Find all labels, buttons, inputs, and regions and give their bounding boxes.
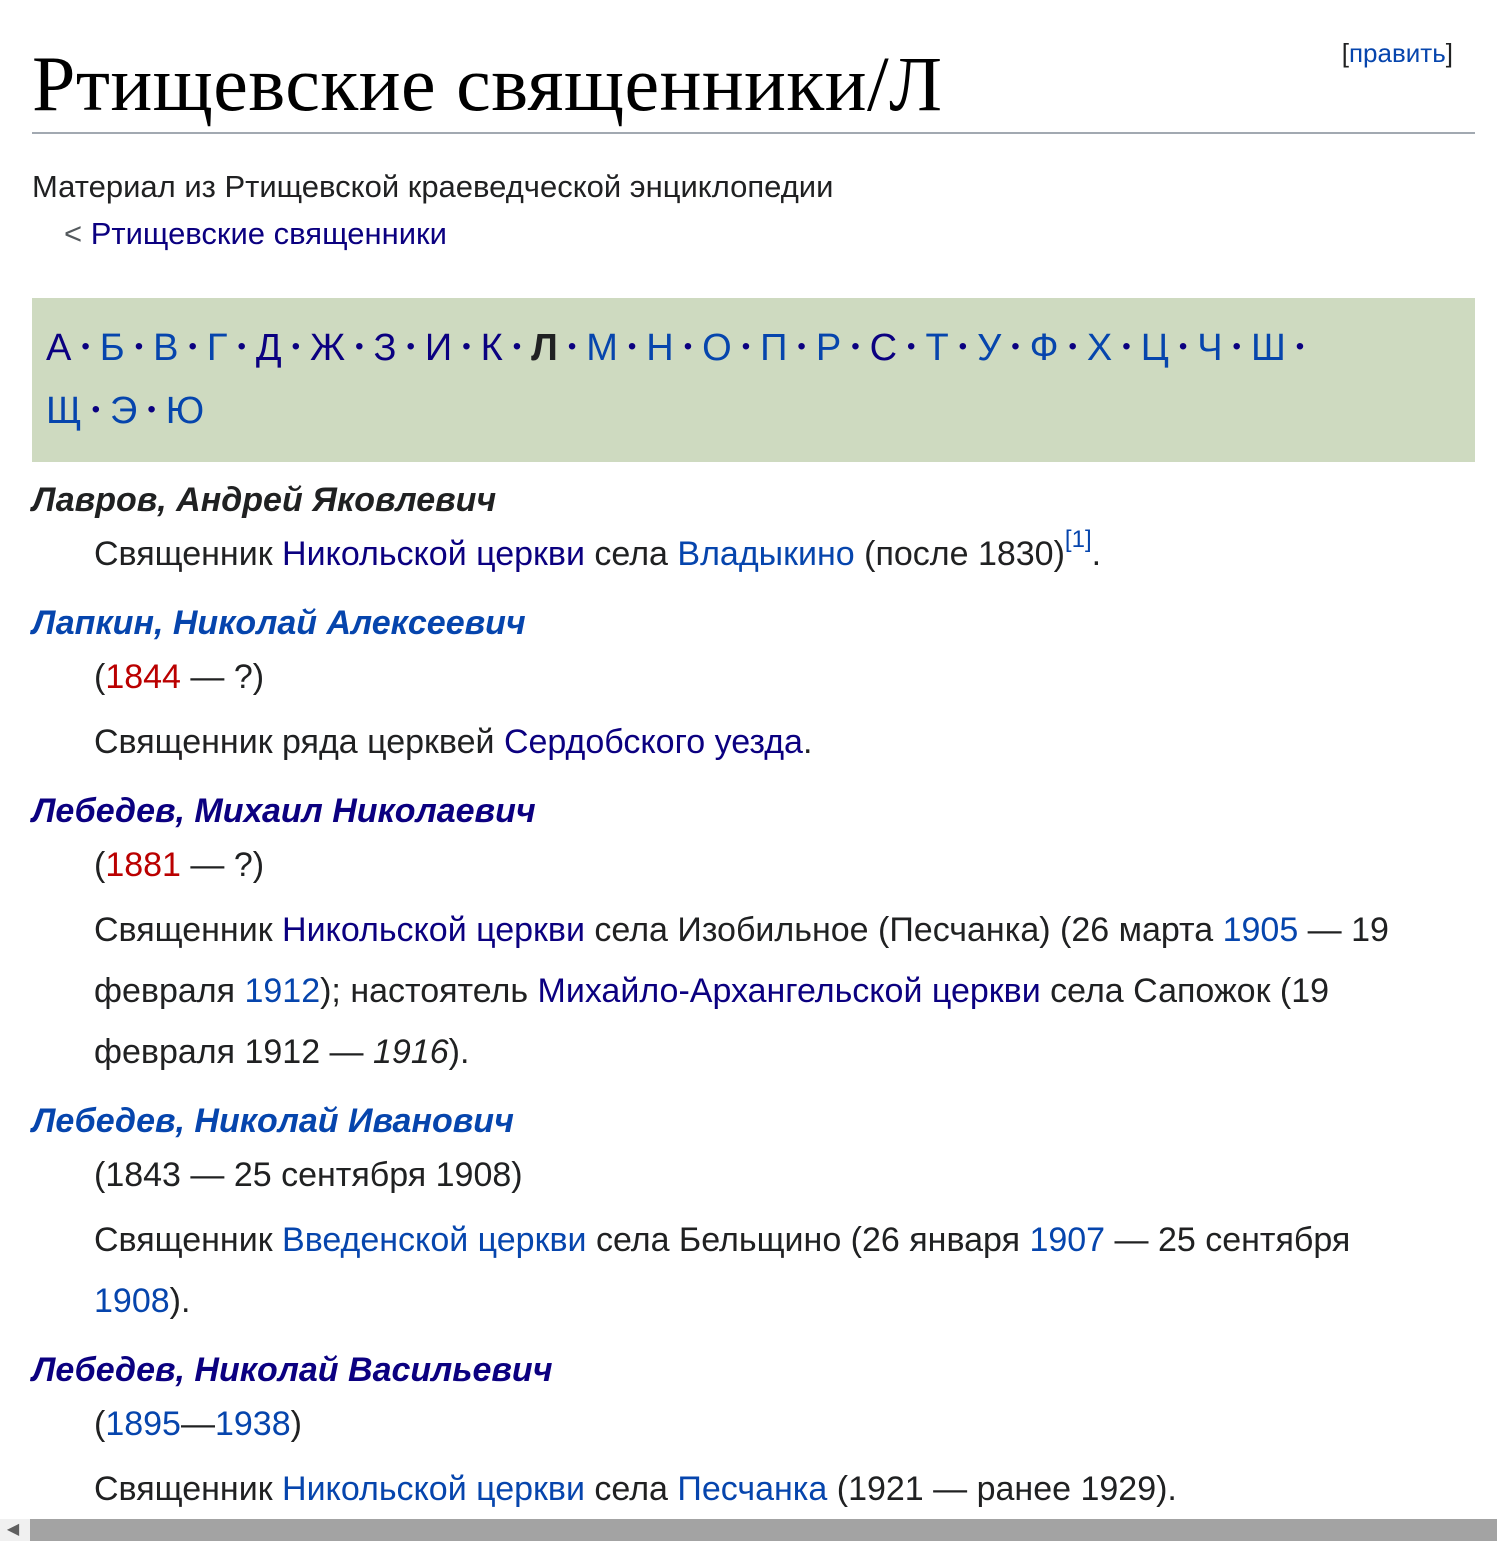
alpha-letter-yu[interactable]: Ю (165, 390, 205, 432)
page-title: Ртищевские священники/Л (32, 0, 1475, 134)
year-link[interactable]: 1881 (105, 846, 181, 884)
year-link[interactable]: 1912 (244, 972, 321, 1010)
year-link[interactable]: 1895 (105, 1405, 181, 1443)
separator: • (627, 333, 637, 360)
separator: • (188, 333, 197, 360)
person-link[interactable]: Лебедев, Михаил Николаевич (32, 792, 536, 830)
alpha-letter-o[interactable]: О (702, 327, 732, 369)
alpha-letter-p[interactable]: П (760, 327, 788, 369)
alpha-letter-g[interactable]: Г (206, 327, 228, 369)
separator: • (1295, 333, 1305, 360)
horizontal-scrollbar[interactable] (0, 1519, 1497, 1541)
article (32, 0, 1475, 1520)
alpha-letter-ts[interactable]: Ц (1140, 327, 1169, 369)
alpha-letter-u[interactable]: У (977, 327, 1002, 369)
entry-description: Священник ряда церквей Сердобского уезда. (94, 723, 813, 761)
village-link[interactable]: Песчанка (677, 1470, 828, 1508)
separator: • (1068, 333, 1077, 360)
entry-name-link (32, 1350, 1475, 1390)
year-link[interactable]: 1905 (1222, 911, 1299, 949)
breadcrumb: < Ртищевские священники (64, 216, 447, 251)
entry-description: Священник Введенской церкви села Бельщино (26 января 1907 — 25 сентября 1908). (94, 1221, 1351, 1320)
separator: • (907, 333, 916, 360)
church-link[interactable]: Никольской церкви (282, 535, 585, 573)
separator: • (81, 333, 90, 360)
separator: • (406, 333, 415, 360)
separator: • (147, 396, 156, 423)
separator: • (91, 396, 101, 423)
alphabet-nav (32, 298, 1475, 462)
entry-name: Лавров, Андрей Яковлевич (32, 481, 497, 519)
site-subtitle: Материал из Ртищевской краеведческой энциклопедии (32, 169, 834, 204)
entry-name-link (32, 603, 1475, 643)
separator: • (797, 333, 806, 360)
person-link[interactable]: Лапкин, Николай Алексеевич (32, 604, 526, 642)
church-link[interactable]: Введенской церкви (282, 1221, 587, 1259)
separator: • (134, 333, 144, 360)
separator: • (355, 333, 364, 360)
year-link[interactable]: 1908 (94, 1282, 170, 1320)
alpha-letter-k[interactable]: К (480, 327, 503, 369)
entry-years: (1844 — ?) (94, 658, 265, 696)
edit-link[interactable]: править (1348, 38, 1446, 68)
entry-description: Священник Никольской церкви села Песчанка (1921 — ранее 1929). (94, 1470, 1177, 1508)
entry-description: Священник Никольской церкви села Владыкино (после 1830)[1]. (94, 526, 1102, 573)
entry-years: (1843 — 25 сентября 1908) (94, 1156, 523, 1194)
alpha-letter-a[interactable]: А (46, 327, 72, 369)
separator: • (1011, 333, 1020, 360)
separator: • (291, 333, 301, 360)
uezd-link[interactable]: Сердобского уезда (503, 723, 803, 761)
alpha-letter-m[interactable]: М (586, 327, 618, 369)
separator: • (237, 333, 246, 360)
entry-years: (1881 — ?) (94, 846, 265, 884)
alpha-letter-sh[interactable]: Ш (1250, 327, 1286, 369)
church-link[interactable]: Никольской церкви (282, 911, 585, 949)
alpha-letter-ch[interactable]: Ч (1197, 327, 1223, 369)
entry-name-link (32, 791, 1475, 831)
alpha-letter-zh[interactable]: Ж (310, 327, 346, 369)
separator: • (741, 333, 751, 360)
alpha-letter-z[interactable]: З (373, 327, 397, 369)
village-link[interactable]: Владыкино (677, 535, 855, 573)
scroll-left-arrow-icon[interactable]: ◀ (6, 1521, 20, 1538)
entry-name-link (32, 1101, 1475, 1141)
year-link[interactable]: 1844 (105, 658, 181, 696)
separator: • (683, 333, 693, 360)
edit-section: [править] (1341, 38, 1453, 68)
separator: • (567, 333, 577, 360)
separator: • (851, 333, 860, 360)
separator: • (1178, 333, 1188, 360)
separator: • (1232, 333, 1241, 360)
alpha-letter-r[interactable]: Р (815, 327, 842, 369)
alpha-letter-t[interactable]: Т (925, 327, 949, 369)
entry-description: Священник Никольской церкви села Изобильное (Песчанка) (26 марта 1905 — 19 февраля 1912); настоятель Михайло-Архангельской церкви села Сапожок (19 февраля 1912 — 1916). (94, 911, 1389, 1071)
alpha-letter-shch[interactable]: Щ (46, 390, 82, 432)
reference-link[interactable]: [1] (1064, 526, 1092, 553)
entry-years: (1895—1938) (94, 1405, 302, 1443)
year-link[interactable]: 1907 (1029, 1221, 1106, 1259)
church-link[interactable]: Михайло-Архангельской церкви (537, 972, 1041, 1010)
alpha-letter-s[interactable]: С (869, 327, 898, 369)
separator: • (958, 333, 968, 360)
alpha-letter-l-current: Л (531, 327, 558, 369)
person-link[interactable]: Лебедев, Николай Васильевич (32, 1351, 553, 1389)
separator: • (462, 333, 471, 360)
scrollbar-thumb[interactable] (30, 1519, 1497, 1541)
alpha-letter-i[interactable]: И (424, 327, 453, 369)
alpha-letter-f[interactable]: Ф (1029, 327, 1059, 369)
alpha-letter-n[interactable]: Н (646, 327, 674, 369)
breadcrumb-parent-link[interactable]: Ртищевские священники (90, 216, 447, 251)
priest-list (32, 480, 1475, 1520)
alpha-letter-b[interactable]: Б (99, 327, 125, 369)
alpha-letter-d[interactable]: Д (255, 327, 282, 369)
person-link[interactable]: Лебедев, Николай Иванович (32, 1102, 514, 1140)
separator: • (1122, 333, 1131, 360)
separator: • (512, 333, 522, 360)
alpha-letter-e[interactable]: Э (110, 390, 138, 432)
year-link[interactable]: 1938 (214, 1405, 291, 1443)
alpha-letter-kh[interactable]: Х (1086, 327, 1113, 369)
alpha-letter-v[interactable]: В (153, 327, 179, 369)
church-link[interactable]: Никольской церкви (282, 1470, 585, 1508)
